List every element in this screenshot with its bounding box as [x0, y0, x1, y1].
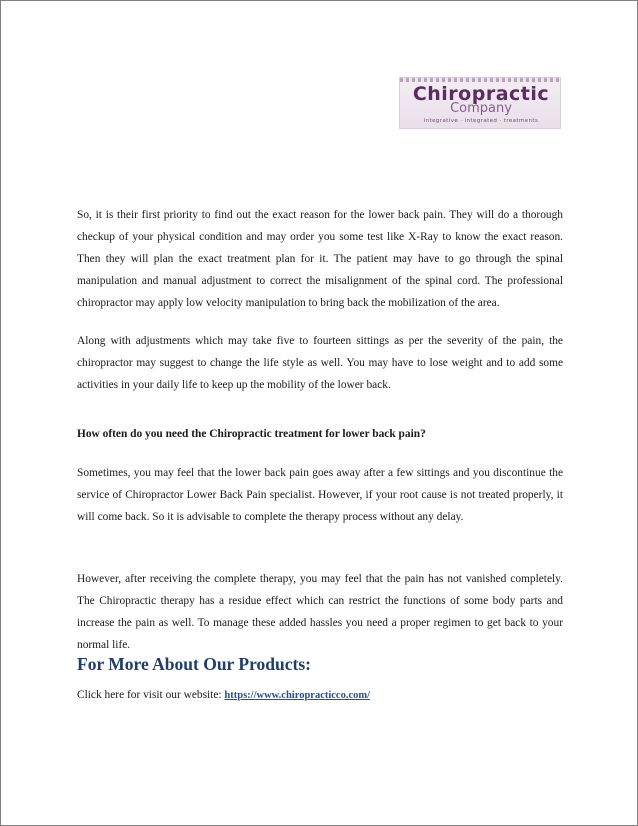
visit-label: Click here for visit our website:: [77, 689, 225, 701]
paragraph-adjustments: Along with adjustments which may take five to fourteen sittings as per the severity of the pain, the chiropractor may suggest to change the life style as well. You may have to lose weight and to add some activities in your daily life to keep up the mobility of the lower back.: [77, 335, 563, 391]
section-question: How often do you need the Chiropractic treatment for lower back pain?: [77, 428, 426, 440]
visit-line: [77, 684, 563, 707]
logo-decorative-bar: [400, 78, 560, 82]
paragraph-diagnosis: So, it is their first priority to find out the exact reason for the lower back pain. They will do a thorough checkup of your physical condition and may order you some test like X-Ray to know the exact reason. Then they will plan the exact treatment plan for it. The patient may have to go through the spinal manipulation and manual adjustment to correct the misalignment of the spinal cord. The professional chiropractor may apply low velocity manipulation to bring back the mobilization of the area.: [77, 209, 563, 309]
logo-name: Chiropractic: [412, 83, 550, 105]
products-heading: For More About Our Products:: [77, 654, 311, 674]
logo-subname: Company: [450, 101, 512, 116]
website-link[interactable]: https://www.chiropracticco.com/: [224, 690, 371, 701]
company-logo: [399, 77, 561, 129]
paragraph-residue-effect: However, after receiving the complete therapy, you may feel that the pain has not vanished completely. The Chiropractic therapy has a residue effect which can restrict the functions of some body parts and increase the pain as well. To manage these added hassles you need a proper regimen to get back to your normal life.: [77, 573, 563, 651]
logo-tagline: integrative · integrated · treatments: [423, 118, 539, 124]
paragraph-sittings: Sometimes, you may feel that the lower back pain goes away after a few sittings and you discontinue the service of Chiropractor Lower Back Pain specialist. However, if your root cause is not treated properly, it will come back. So it is advisable to complete the therapy process without any delay.: [77, 467, 563, 523]
